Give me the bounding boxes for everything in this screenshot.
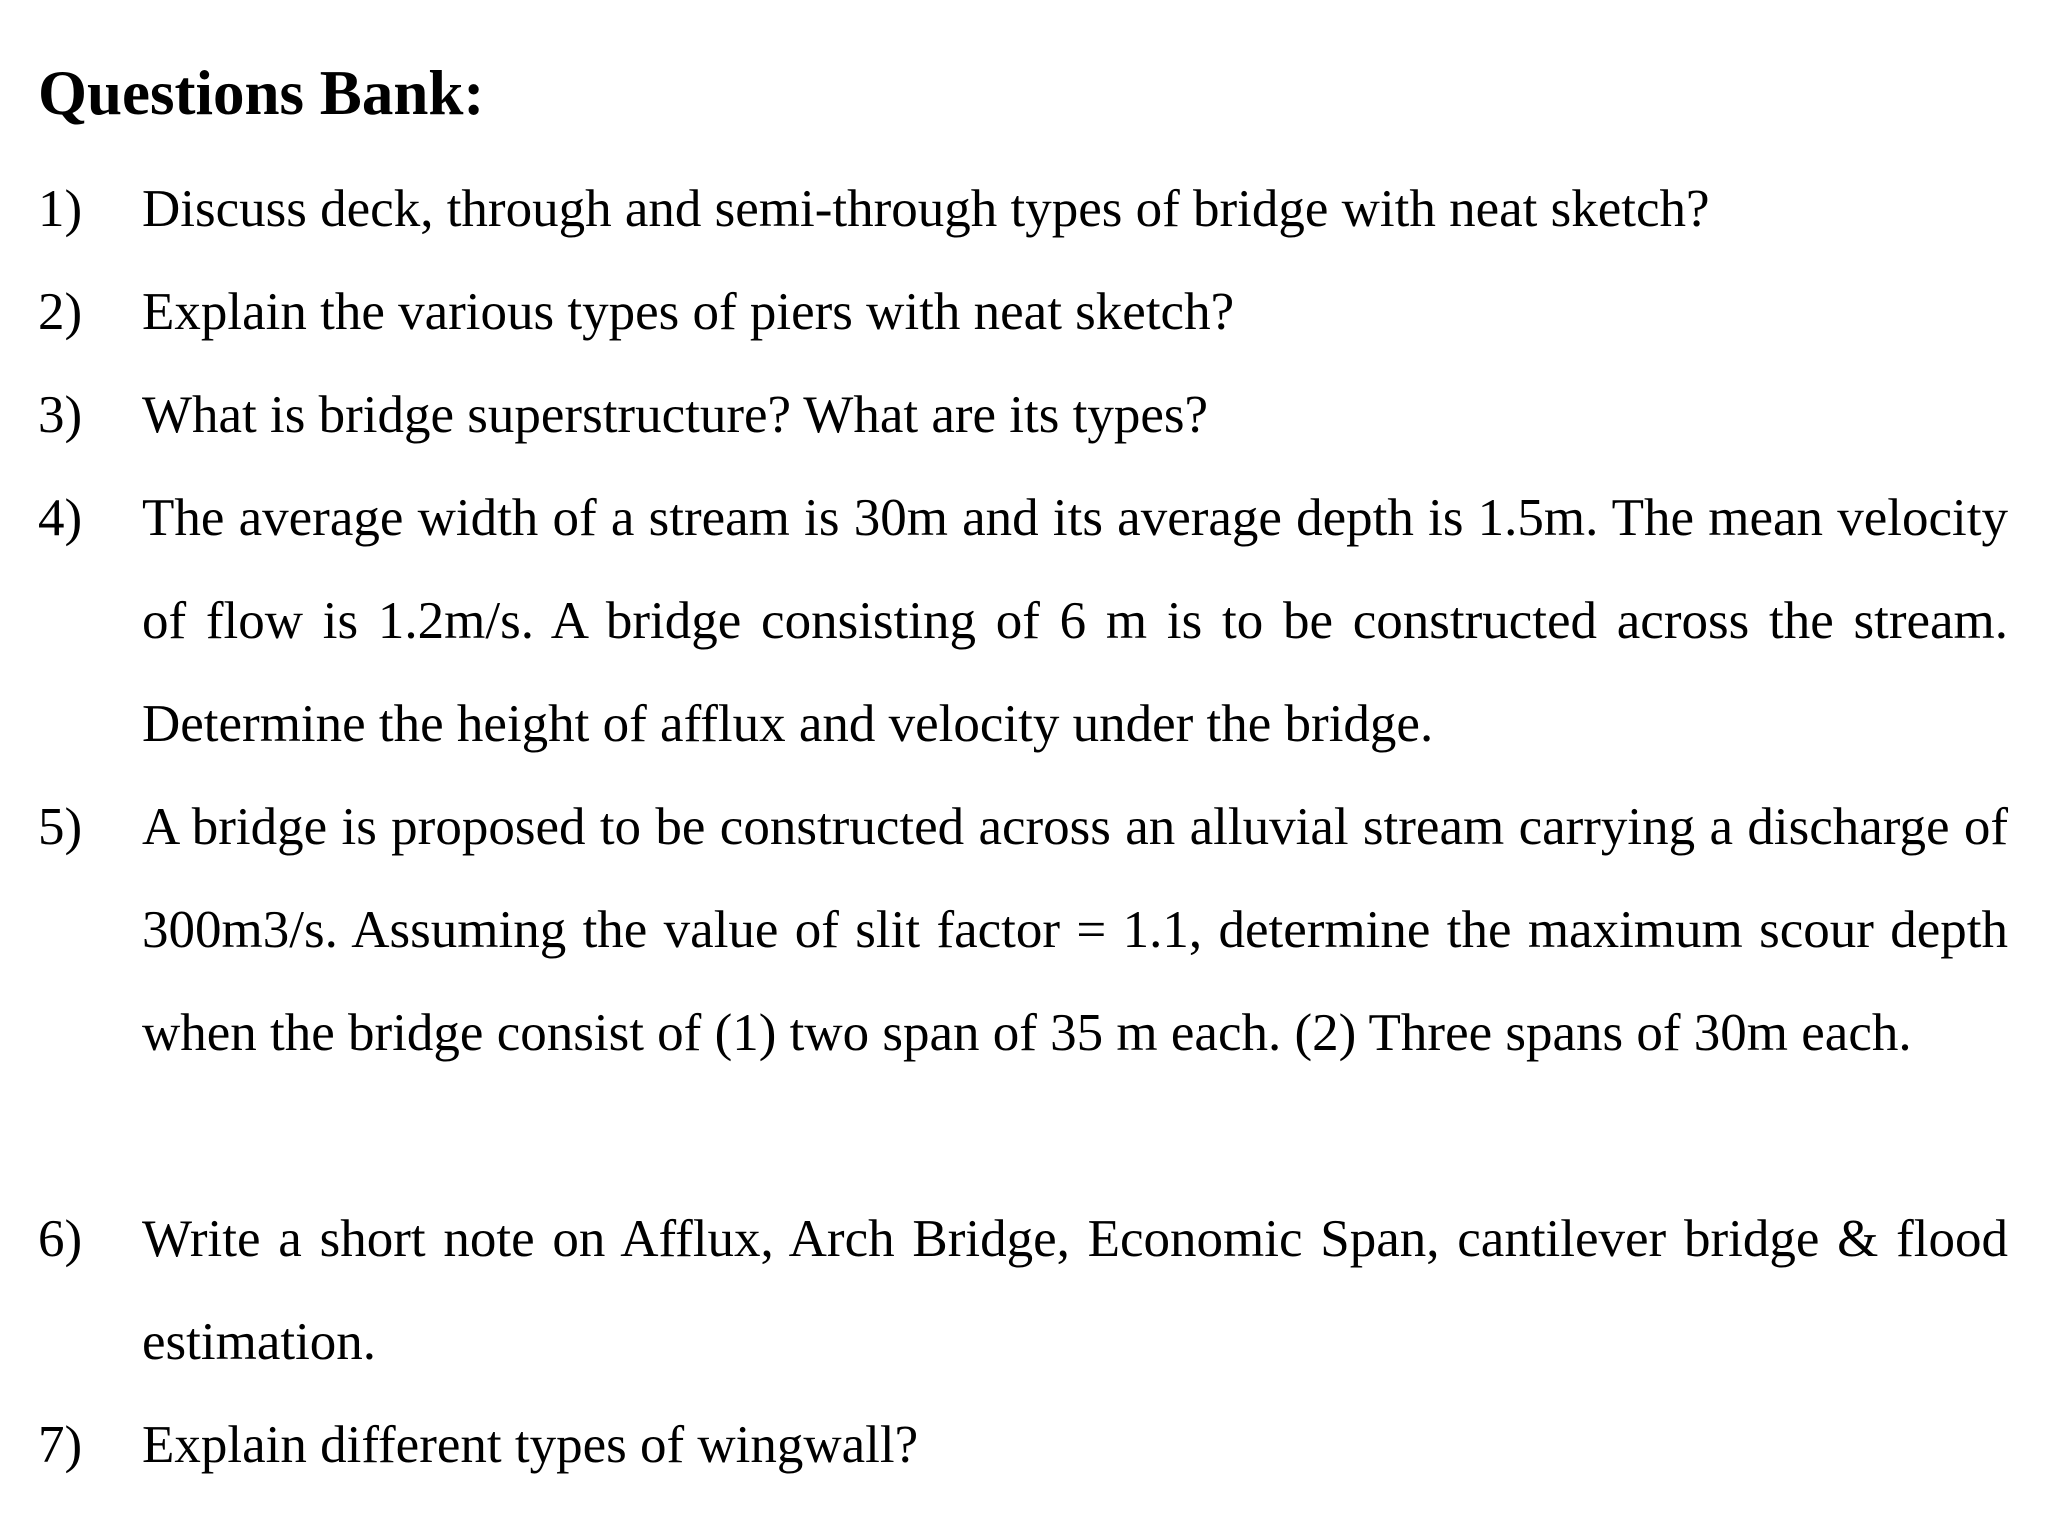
question-number: 7): [38, 1416, 83, 1474]
question-number: 1): [38, 180, 83, 238]
question-text: Explain the various types of piers with neat sketch?: [142, 283, 1235, 341]
question-item: [38, 776, 2008, 1085]
question-item: [38, 158, 2008, 261]
question-item: [38, 364, 2008, 467]
question-text: Explain different types of wingwall?: [142, 1416, 919, 1474]
question-number: 6): [38, 1210, 83, 1268]
question-text: A bridge is proposed to be constructed across an alluvial stream carrying a discharge of 300m3/s. Assuming the value of slit factor = 1.1, determine the maximum scour depth when the bridge consist of (1) two span of 35 m each. (2) Three spans of 30m each.: [142, 798, 2008, 1062]
question-text: Discuss deck, through and semi-through types of bridge with neat sketch?: [142, 180, 1710, 238]
question-number: 5): [38, 798, 83, 856]
question-item: [38, 261, 2008, 364]
question-text: Write a short note on Afflux, Arch Bridge, Economic Span, cantilever bridge & flood estimation.: [142, 1210, 2008, 1371]
question-number: 3): [38, 386, 83, 444]
page-title: Questions Bank:: [38, 58, 485, 128]
question-text: The average width of a stream is 30m and its average depth is 1.5m. The mean velocity of flow is 1.2m/s. A bridge consisting of 6 m is to be constructed across the stream. Determine the height of afflux and velocity under the bridge.: [142, 489, 2008, 753]
question-item: [38, 1394, 2008, 1497]
question-text: What is bridge superstructure? What are its types?: [142, 386, 1209, 444]
question-item: [38, 1188, 2008, 1394]
question-number: 4): [38, 489, 83, 547]
question-item: [38, 467, 2008, 776]
question-number: 2): [38, 283, 83, 341]
